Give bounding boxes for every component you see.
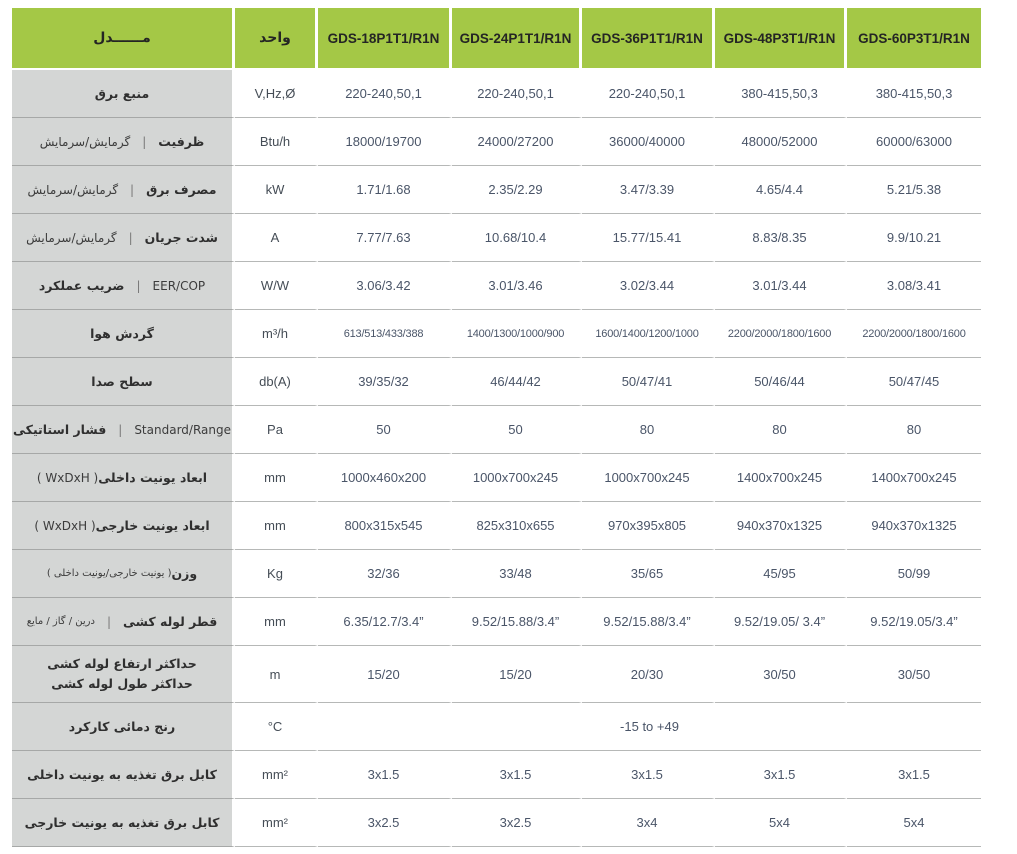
row-label [12, 646, 235, 703]
row-label-line: حداکثر ارتفاع لوله کشی [47, 656, 197, 671]
value-cell-r7-c1: 50 [452, 406, 582, 454]
row-label-text [12, 654, 232, 694]
spec-row-4 [12, 262, 981, 310]
row-label [12, 358, 235, 406]
value-cell-r14-c4: 3x1.5 [847, 751, 981, 799]
value-cell-r11-c3: 9.52/19.05/ 3.4” [715, 598, 847, 646]
row-label-part: ( WxDxH ) [34, 518, 96, 533]
value-cell-r5-c4: 2200/2000/1800/1600 [847, 310, 981, 358]
unit-cell: mm² [235, 751, 318, 799]
value-cell-r12-c3: 30/50 [715, 646, 847, 703]
row-label-part: ابعاد یونیت داخلی [98, 470, 208, 485]
row-label-part: فشار استاتیکی [13, 422, 107, 437]
value-cell-r9-c0: 800x315x545 [318, 502, 452, 550]
label-separator: | [128, 230, 133, 245]
row-label-part: رنج دمائی کارکرد [68, 719, 176, 734]
value-cell-r5-c1: 1400/1300/1000/900 [452, 310, 582, 358]
value-cell-r11-c4: 9.52/19.05/3.4” [847, 598, 981, 646]
value-cell-r15-c2: 3x4 [582, 799, 715, 847]
row-label-text [12, 767, 232, 782]
row-label-text [12, 278, 232, 293]
unit-cell: A [235, 214, 318, 262]
value-cell-r2-c2: 3.47/3.39 [582, 166, 715, 214]
value-cell-r8-c1: 1000x700x245 [452, 454, 582, 502]
value-cell-r15-c4: 5x4 [847, 799, 981, 847]
unit-cell: kW [235, 166, 318, 214]
row-label [12, 406, 235, 454]
value-cell-r5-c3: 2200/2000/1800/1600 [715, 310, 847, 358]
spec-table-body [12, 70, 981, 847]
column-header-model-3: GDS-48P3T1/R1N [715, 8, 847, 70]
value-cell-r11-c1: 9.52/15.88/3.4” [452, 598, 582, 646]
value-cell-r15-c0: 3x2.5 [318, 799, 452, 847]
row-label-part: قطر لوله کشی [123, 614, 218, 629]
row-label [12, 502, 235, 550]
value-cell-r14-c0: 3x1.5 [318, 751, 452, 799]
value-cell-merged: -15 to +49 [318, 703, 981, 751]
row-label-part: وزن [171, 566, 198, 581]
spec-row-10 [12, 550, 981, 598]
row-label-part: ضریب عملکرد [38, 278, 125, 293]
row-label [12, 550, 235, 598]
value-cell-r6-c1: 46/44/42 [452, 358, 582, 406]
row-label-text [12, 182, 232, 197]
spec-row-14 [12, 751, 981, 799]
row-label-text [12, 815, 232, 830]
value-cell-r8-c2: 1000x700x245 [582, 454, 715, 502]
spec-row-3 [12, 214, 981, 262]
value-cell-r11-c2: 9.52/15.88/3.4” [582, 598, 715, 646]
value-cell-r10-c4: 50/99 [847, 550, 981, 598]
value-cell-r14-c2: 3x1.5 [582, 751, 715, 799]
value-cell-r9-c4: 940x370x1325 [847, 502, 981, 550]
value-cell-r6-c4: 50/47/45 [847, 358, 981, 406]
unit-cell: mm² [235, 799, 318, 847]
value-cell-r0-c4: 380-415,50,3 [847, 70, 981, 118]
value-cell-r0-c3: 380-415,50,3 [715, 70, 847, 118]
value-cell-r6-c2: 50/47/41 [582, 358, 715, 406]
unit-cell: W/W [235, 262, 318, 310]
spec-row-5 [12, 310, 981, 358]
value-cell-r15-c1: 3x2.5 [452, 799, 582, 847]
unit-cell: mm [235, 598, 318, 646]
row-label-text [12, 518, 232, 533]
row-label-part: ظرفیت [158, 134, 205, 149]
row-label-part: گرمایش/سرمایش [26, 230, 117, 245]
unit-cell: Kg [235, 550, 318, 598]
value-cell-r1-c2: 36000/40000 [582, 118, 715, 166]
row-label-part: ابعاد یونیت خارجی [95, 518, 210, 533]
column-header-model-4: GDS-60P3T1/R1N [847, 8, 981, 70]
value-cell-r4-c4: 3.08/3.41 [847, 262, 981, 310]
label-separator: | [136, 278, 141, 293]
spec-row-15 [12, 799, 981, 847]
spec-row-12 [12, 646, 981, 703]
value-cell-r12-c1: 15/20 [452, 646, 582, 703]
value-cell-r9-c2: 970x395x805 [582, 502, 715, 550]
row-label-text [12, 566, 232, 581]
label-separator: | [130, 182, 135, 197]
row-label-part: ( WxDxH ) [36, 470, 99, 485]
value-cell-r3-c3: 8.83/8.35 [715, 214, 847, 262]
value-cell-r5-c2: 1600/1400/1200/1000 [582, 310, 715, 358]
row-label-text [12, 422, 232, 437]
row-label [12, 70, 235, 118]
row-label-line: حداکثر طول لوله کشی [51, 676, 193, 691]
value-cell-r7-c0: 50 [318, 406, 452, 454]
value-cell-r4-c1: 3.01/3.46 [452, 262, 582, 310]
value-cell-r3-c4: 9.9/10.21 [847, 214, 981, 262]
value-cell-r11-c0: 6.35/12.7/3.4” [318, 598, 452, 646]
row-label-part: سطح صدا [91, 374, 153, 389]
value-cell-r12-c0: 15/20 [318, 646, 452, 703]
value-cell-r1-c4: 60000/63000 [847, 118, 981, 166]
row-label-text [12, 86, 232, 101]
value-cell-r10-c2: 35/65 [582, 550, 715, 598]
label-separator: | [106, 614, 112, 629]
row-label [12, 262, 235, 310]
value-cell-r14-c1: 3x1.5 [452, 751, 582, 799]
value-cell-r8-c0: 1000x460x200 [318, 454, 452, 502]
row-label-part: منبع برق [94, 86, 150, 101]
row-label-part: ( یونیت خارجی/یونیت داخلی ) [46, 568, 172, 579]
value-cell-r3-c0: 7.77/7.63 [318, 214, 452, 262]
column-header-unit: واحد [235, 8, 318, 70]
value-cell-r7-c4: 80 [847, 406, 981, 454]
row-label-part: گرمایش/سرمایش [39, 134, 131, 149]
unit-cell: m³/h [235, 310, 318, 358]
spec-row-1 [12, 118, 981, 166]
value-cell-r3-c1: 10.68/10.4 [452, 214, 582, 262]
row-label-part: کابل برق تغذیه به یونیت داخلی [27, 767, 217, 782]
row-label-part: مصرف برق [146, 182, 217, 197]
unit-cell: Pa [235, 406, 318, 454]
column-header-model-2: GDS-36P1T1/R1N [582, 8, 715, 70]
row-label-part: درین / گاز / مایع [26, 616, 95, 627]
value-cell-r7-c3: 80 [715, 406, 847, 454]
value-cell-r4-c2: 3.02/3.44 [582, 262, 715, 310]
value-cell-r10-c3: 45/95 [715, 550, 847, 598]
column-header-model-1: GDS-24P1T1/R1N [452, 8, 582, 70]
value-cell-r0-c1: 220-240,50,1 [452, 70, 582, 118]
unit-cell: Btu/h [235, 118, 318, 166]
row-label [12, 703, 235, 751]
unit-cell: mm [235, 502, 318, 550]
value-cell-r4-c3: 3.01/3.44 [715, 262, 847, 310]
row-label [12, 118, 235, 166]
value-cell-r7-c2: 80 [582, 406, 715, 454]
row-label-part: گرمایش/سرمایش [27, 182, 119, 197]
value-cell-r12-c4: 30/50 [847, 646, 981, 703]
row-label-text [12, 470, 232, 485]
label-separator: | [142, 134, 147, 149]
spec-table [12, 8, 981, 847]
value-cell-r10-c0: 32/36 [318, 550, 452, 598]
row-label-text [12, 374, 232, 389]
value-cell-r2-c4: 5.21/5.38 [847, 166, 981, 214]
value-cell-r9-c3: 940x370x1325 [715, 502, 847, 550]
header-row [12, 8, 981, 70]
value-cell-r10-c1: 33/48 [452, 550, 582, 598]
row-label-text [12, 230, 232, 245]
row-label [12, 454, 235, 502]
spec-row-7 [12, 406, 981, 454]
row-label-text [12, 326, 232, 341]
spec-row-9 [12, 502, 981, 550]
value-cell-r12-c2: 20/30 [582, 646, 715, 703]
unit-cell: mm [235, 454, 318, 502]
value-cell-r2-c1: 2.35/2.29 [452, 166, 582, 214]
value-cell-r8-c3: 1400x700x245 [715, 454, 847, 502]
row-label [12, 751, 235, 799]
value-cell-r4-c0: 3.06/3.42 [318, 262, 452, 310]
column-header-model-0: GDS-18P1T1/R1N [318, 8, 452, 70]
value-cell-r6-c3: 50/46/44 [715, 358, 847, 406]
row-label-text [12, 134, 232, 149]
value-cell-r2-c3: 4.65/4.4 [715, 166, 847, 214]
row-label [12, 214, 235, 262]
value-cell-r1-c3: 48000/52000 [715, 118, 847, 166]
value-cell-r0-c2: 220-240,50,1 [582, 70, 715, 118]
spec-row-2 [12, 166, 981, 214]
spec-row-6 [12, 358, 981, 406]
spec-row-13 [12, 703, 981, 751]
value-cell-r1-c1: 24000/27200 [452, 118, 582, 166]
unit-cell: db(A) [235, 358, 318, 406]
spec-row-0 [12, 70, 981, 118]
value-cell-r0-c0: 220-240,50,1 [318, 70, 452, 118]
value-cell-r1-c0: 18000/19700 [318, 118, 452, 166]
row-label [12, 310, 235, 358]
value-cell-r15-c3: 5x4 [715, 799, 847, 847]
value-cell-r5-c0: 613/513/433/388 [318, 310, 452, 358]
value-cell-r3-c2: 15.77/15.41 [582, 214, 715, 262]
spec-row-8 [12, 454, 981, 502]
value-cell-r6-c0: 39/35/32 [318, 358, 452, 406]
value-cell-r2-c0: 1.71/1.68 [318, 166, 452, 214]
row-label-part: Standard/Range [134, 422, 231, 437]
unit-cell: m [235, 646, 318, 703]
value-cell-r14-c3: 3x1.5 [715, 751, 847, 799]
label-separator: | [118, 422, 123, 437]
value-cell-r8-c4: 1400x700x245 [847, 454, 981, 502]
row-label [12, 799, 235, 847]
row-label-text [12, 719, 232, 734]
row-label-part: گردش هوا [90, 326, 154, 341]
spec-table-container [12, 8, 981, 847]
row-label-part: EER/COP [152, 278, 206, 293]
unit-cell: °C [235, 703, 318, 751]
row-label [12, 166, 235, 214]
spec-row-11 [12, 598, 981, 646]
row-label-text [12, 614, 232, 629]
value-cell-r9-c1: 825x310x655 [452, 502, 582, 550]
row-label [12, 598, 235, 646]
unit-cell: V,Hz,Ø [235, 70, 318, 118]
row-label-part: شدت جریان [144, 230, 218, 245]
column-header-model: مــــــدل [12, 8, 235, 70]
row-label-part: کابل برق تغذیه به یونیت خارجی [24, 815, 220, 830]
